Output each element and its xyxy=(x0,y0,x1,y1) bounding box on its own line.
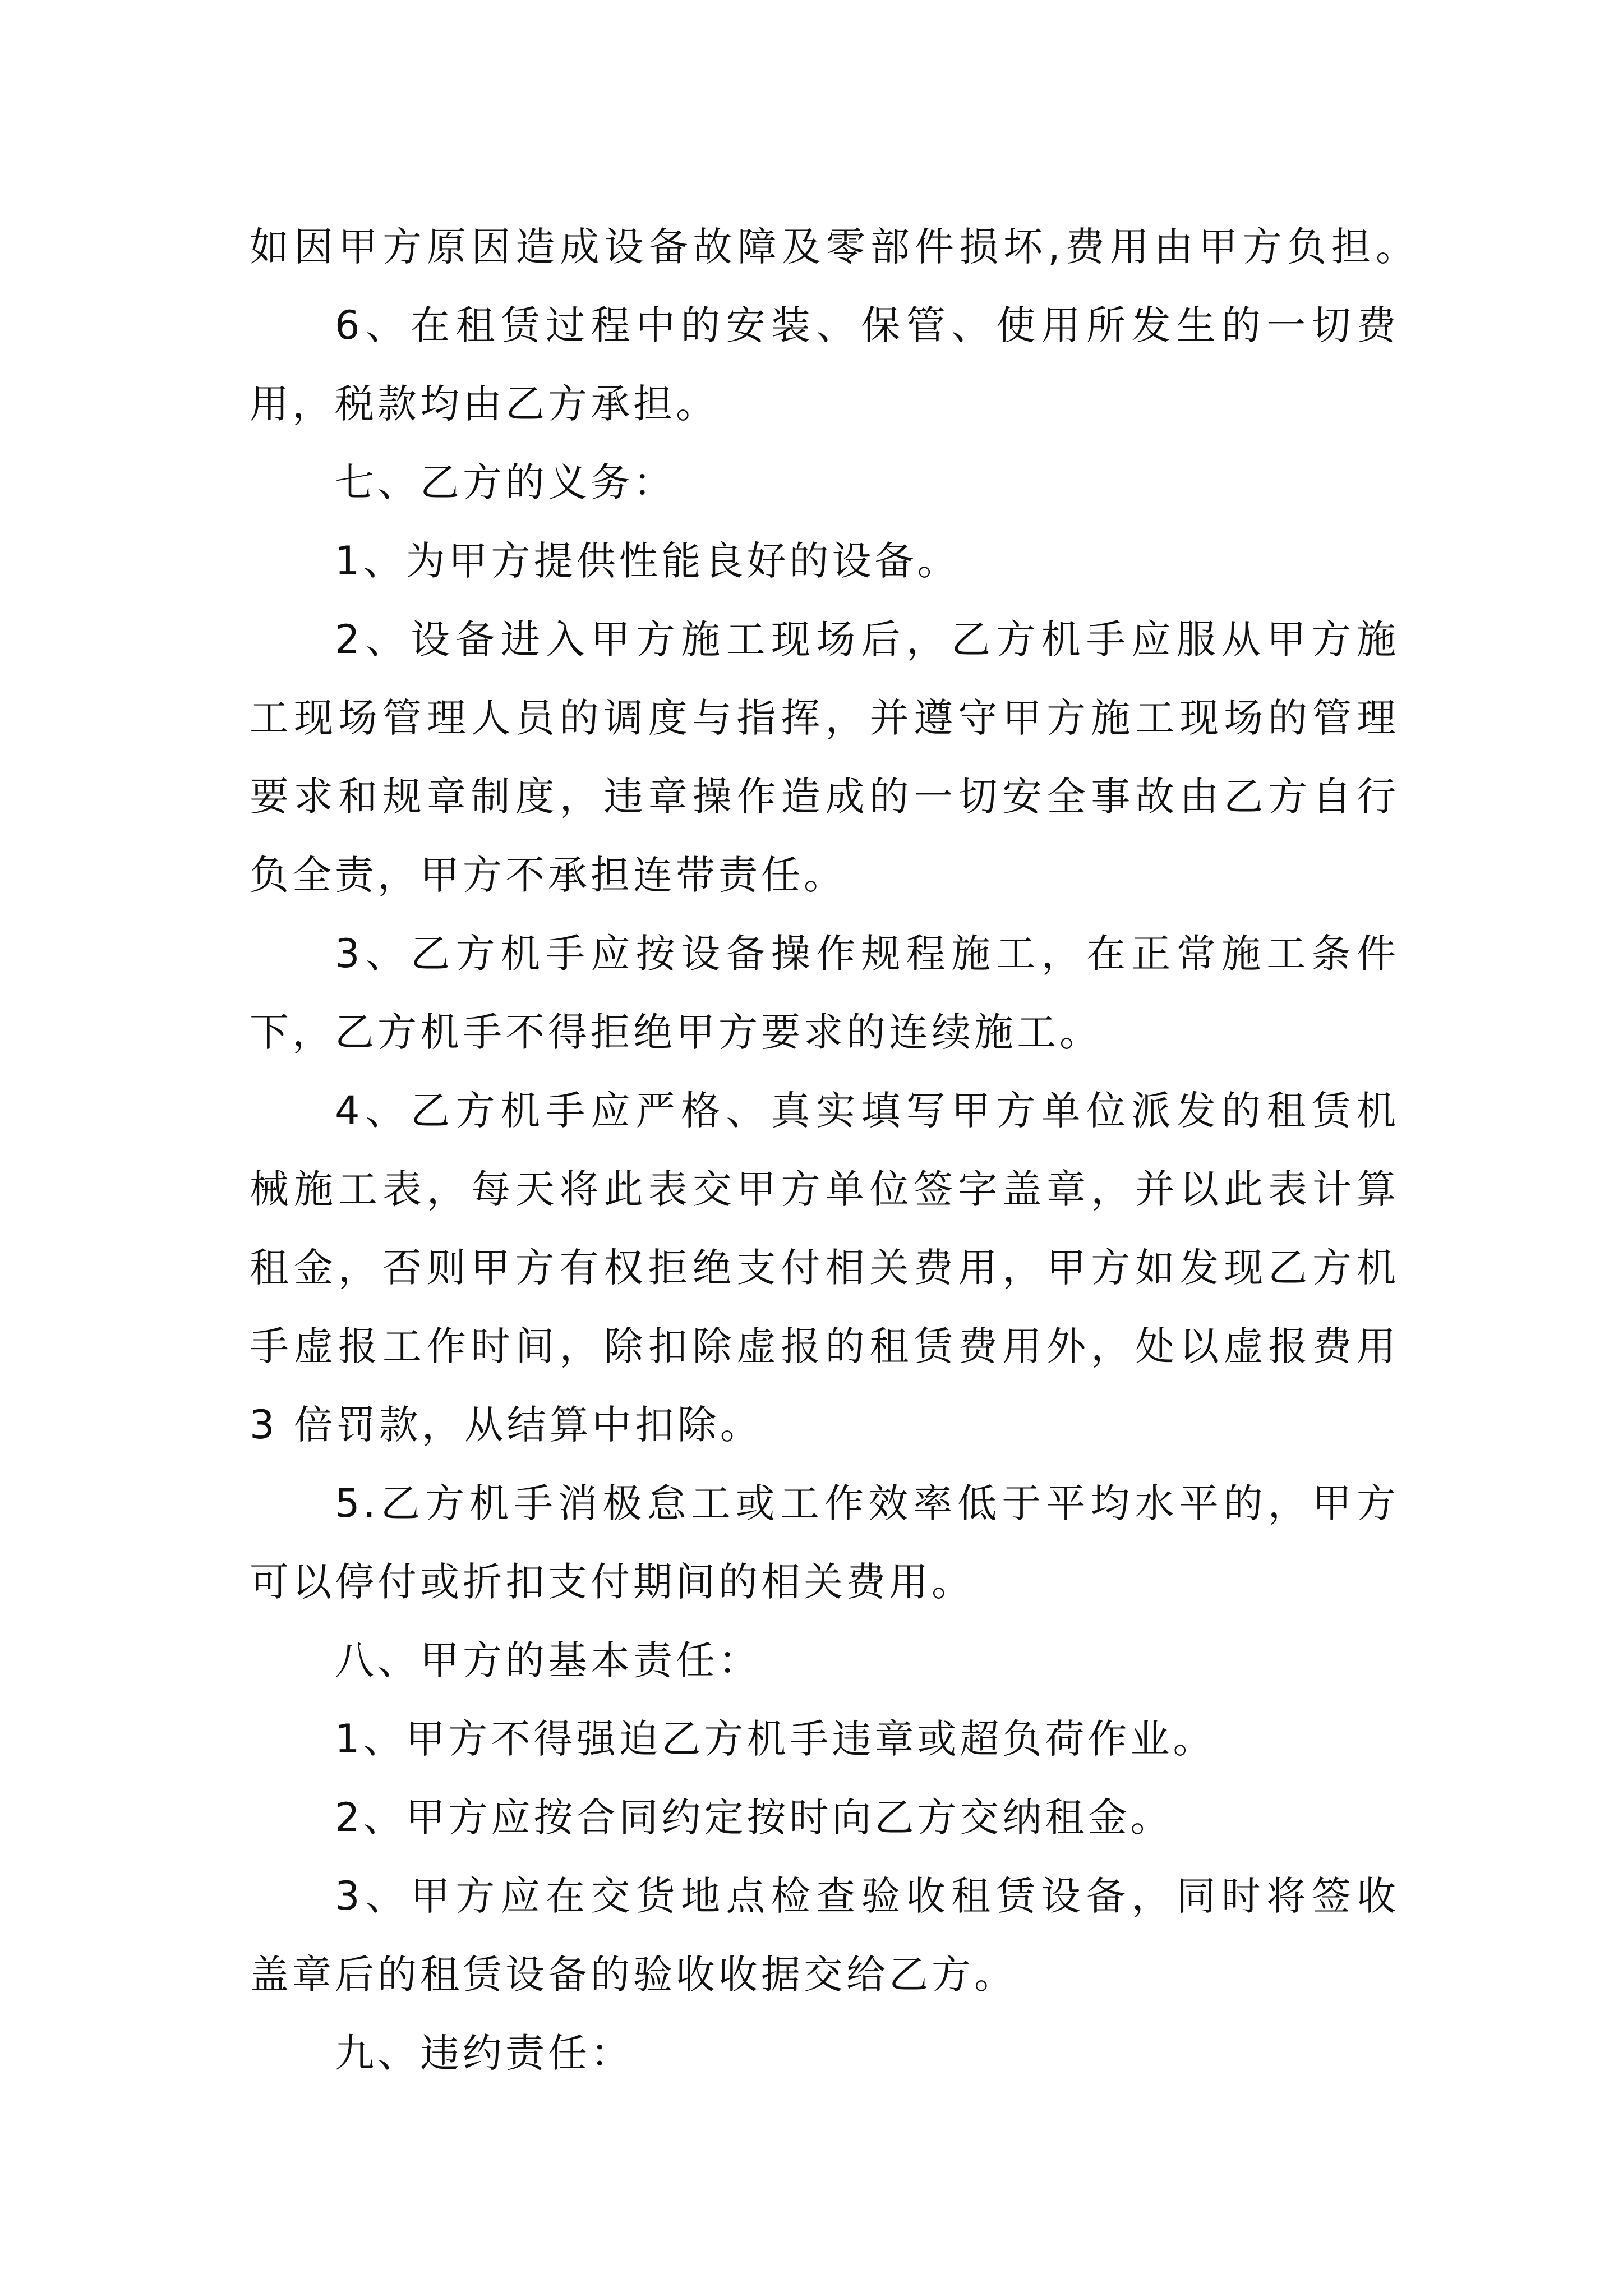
text-line: 租金，否则甲方有权拒绝支付相关费用，甲方如发现乙方机 xyxy=(250,1245,1399,1291)
text-line: 工现场管理人员的调度与指挥，并遵守甲方施工现场的管理 xyxy=(250,695,1399,741)
clause-line: 1、甲方不得强迫乙方机手违章或超负荷作业。 xyxy=(335,1716,1216,1762)
clause-line: 1、为甲方提供性能良好的设备。 xyxy=(335,538,960,584)
clause-line: 4、乙方机手应严格、真实填写甲方单位派发的租赁机 xyxy=(335,1088,1399,1134)
text-line: 负全责，甲方不承担连带责任。 xyxy=(250,852,846,898)
text-line: 下，乙方机手不得拒绝甲方要求的连续施工。 xyxy=(250,1009,1102,1055)
clause-line: 3、甲方应在交货地点检查验收租赁设备，同时将签收 xyxy=(335,1873,1399,1919)
text-line: 盖章后的租赁设备的验收收据交给乙方。 xyxy=(250,1952,1017,1998)
clause-line: 2、设备进入甲方施工现场后，乙方机手应服从甲方施 xyxy=(335,616,1399,662)
clause-line: 3、乙方机手应按设备操作规程施工，在正常施工条件 xyxy=(335,931,1399,977)
section-heading: 七、乙方的义务： xyxy=(335,459,676,505)
document-body xyxy=(250,208,1416,2092)
clause-line: 6、在租赁过程中的安装、保管、使用所发生的一切费 xyxy=(335,302,1399,348)
text-line: 械施工表，每天将此表交甲方单位签字盖章，并以此表计算 xyxy=(250,1166,1399,1212)
text-line: 3 倍罚款，从结算中扣除。 xyxy=(250,1402,763,1448)
section-heading: 八、甲方的基本责任： xyxy=(335,1637,761,1683)
text-line: 如因甲方原因造成设备故障及零部件损坏,费用由甲方负担。 xyxy=(250,224,1416,270)
clause-line: 5.乙方机手消极怠工或工作效率低于平均水平的，甲方 xyxy=(335,1480,1399,1526)
text-line: 要求和规章制度，违章操作造成的一切安全事故由乙方自行 xyxy=(250,774,1399,820)
text-line: 用，税款均由乙方承担。 xyxy=(250,381,718,427)
text-line: 可以停付或折扣支付期间的相关费用。 xyxy=(250,1559,974,1605)
text-line: 手虚报工作时间，除扣除虚报的租赁费用外，处以虚报费用 xyxy=(250,1323,1399,1369)
clause-line: 2、甲方应按合同约定按时向乙方交纳租金。 xyxy=(335,1795,1173,1841)
section-heading: 九、违约责任： xyxy=(335,2030,633,2076)
